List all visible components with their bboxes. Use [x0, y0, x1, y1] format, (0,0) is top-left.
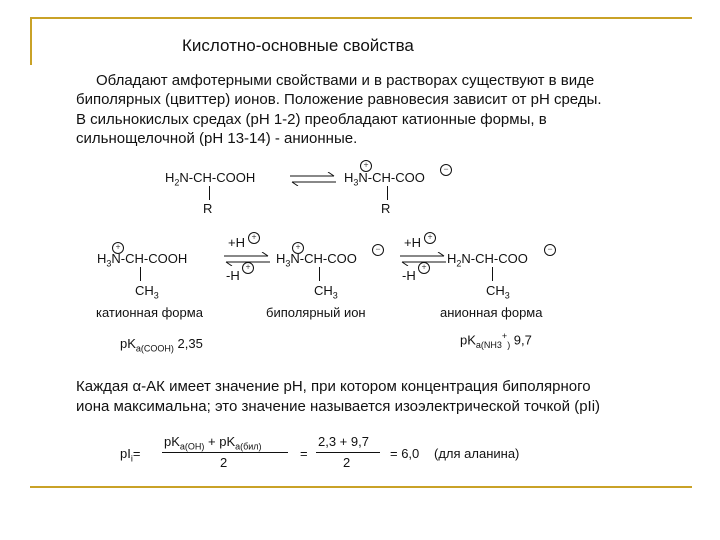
pka-nh3: $pK_{a(NH3}^+_)$ 9,7	[460, 331, 532, 350]
slide-title: Кислотно-основные свойства	[182, 36, 414, 55]
plus-charge-icon: +	[112, 242, 124, 254]
plus-charge-icon: +	[242, 262, 254, 274]
formula-denominator-1: 2	[220, 455, 228, 470]
formula-lhs: $pI_i=$	[120, 446, 141, 464]
eq1-left-molecule: $H_2N-CH$-COOH	[165, 170, 256, 188]
zwitterion-bond	[319, 267, 320, 281]
anion-molecule: $H_2N-CH$-COO	[447, 251, 528, 269]
frame-bottom-line	[30, 486, 692, 488]
formula-result: = 6,0	[390, 446, 420, 461]
formula-numerator-1: $pK_{a(OH)} + pK_{a(бил)}$	[164, 434, 262, 452]
label-cation-form: катионная форма	[96, 305, 203, 320]
minus-charge-icon: −	[372, 244, 384, 256]
minus-charge-icon: −	[440, 164, 452, 176]
pka-cooh: $pK_{a(COOH)}$ 2,35	[120, 336, 203, 354]
plus-charge-icon: +	[292, 242, 304, 254]
cation-substituent: $CH_3$	[135, 283, 159, 301]
intro-line-4: сильнощелочной (pH 13-14) - анионные.	[76, 130, 358, 147]
intro-line-1: Обладают амфотерными свойствами и в растворах существуют в виде	[96, 72, 595, 89]
plus-charge-icon: +	[424, 232, 436, 244]
plus-charge-icon: +	[248, 232, 260, 244]
arrow1-plus-label: +H	[228, 235, 245, 250]
eq1-left-substituent: R	[203, 201, 213, 216]
outro-line-1: Каждая α-АК имеет значение pH, при котором концентрация биполярного	[76, 378, 591, 395]
formula-denominator-2: 2	[343, 455, 351, 470]
label-zwitterion: биполярный ион	[266, 305, 366, 320]
eq1-right-molecule: $H_3N-CH$-COO	[344, 170, 425, 188]
label-anion-form: анионная форма	[440, 305, 543, 320]
zwitterion-substituent: $CH_3$	[314, 283, 338, 301]
arrow2-plus-label: +H	[404, 235, 421, 250]
intro-line-2: биполярных (цвиттер) ионов. Положение равновесия зависит от pH среды.	[76, 91, 602, 108]
formula-numerator-2: 2,3 + 9,7	[318, 434, 369, 449]
plus-charge-icon: +	[418, 262, 430, 274]
eq1-left-bond	[209, 186, 210, 200]
zwitterion-molecule: $H_3N-CH$-COO	[276, 251, 357, 269]
intro-line-3: В сильнокислых средах (pH 1-2) преобладают катионные формы, в	[76, 111, 547, 128]
arrow1-minus-label: -H	[226, 268, 240, 283]
outro-line-2: иона максимальна; это значение называется изоэлектрической точкой (pIi)	[76, 398, 601, 415]
arrow2-minus-label: -H	[402, 268, 416, 283]
formula-note: (для аланина)	[434, 446, 520, 461]
anion-bond	[492, 267, 493, 281]
fraction-line-1	[162, 452, 288, 453]
eq1-right-substituent: R	[381, 201, 391, 216]
frame-top-line	[30, 17, 692, 19]
frame-left-line	[30, 17, 32, 65]
fraction-line-2	[316, 452, 380, 453]
eq1-right-bond	[387, 186, 388, 200]
cation-molecule: $H_3N-CH$-COOH	[97, 251, 188, 269]
eq1-equilibrium-arrows	[288, 172, 338, 186]
formula-equals: =	[300, 446, 308, 461]
cation-bond	[140, 267, 141, 281]
minus-charge-icon: −	[544, 244, 556, 256]
anion-substituent: $CH_3$	[486, 283, 510, 301]
plus-charge-icon: +	[360, 160, 372, 172]
